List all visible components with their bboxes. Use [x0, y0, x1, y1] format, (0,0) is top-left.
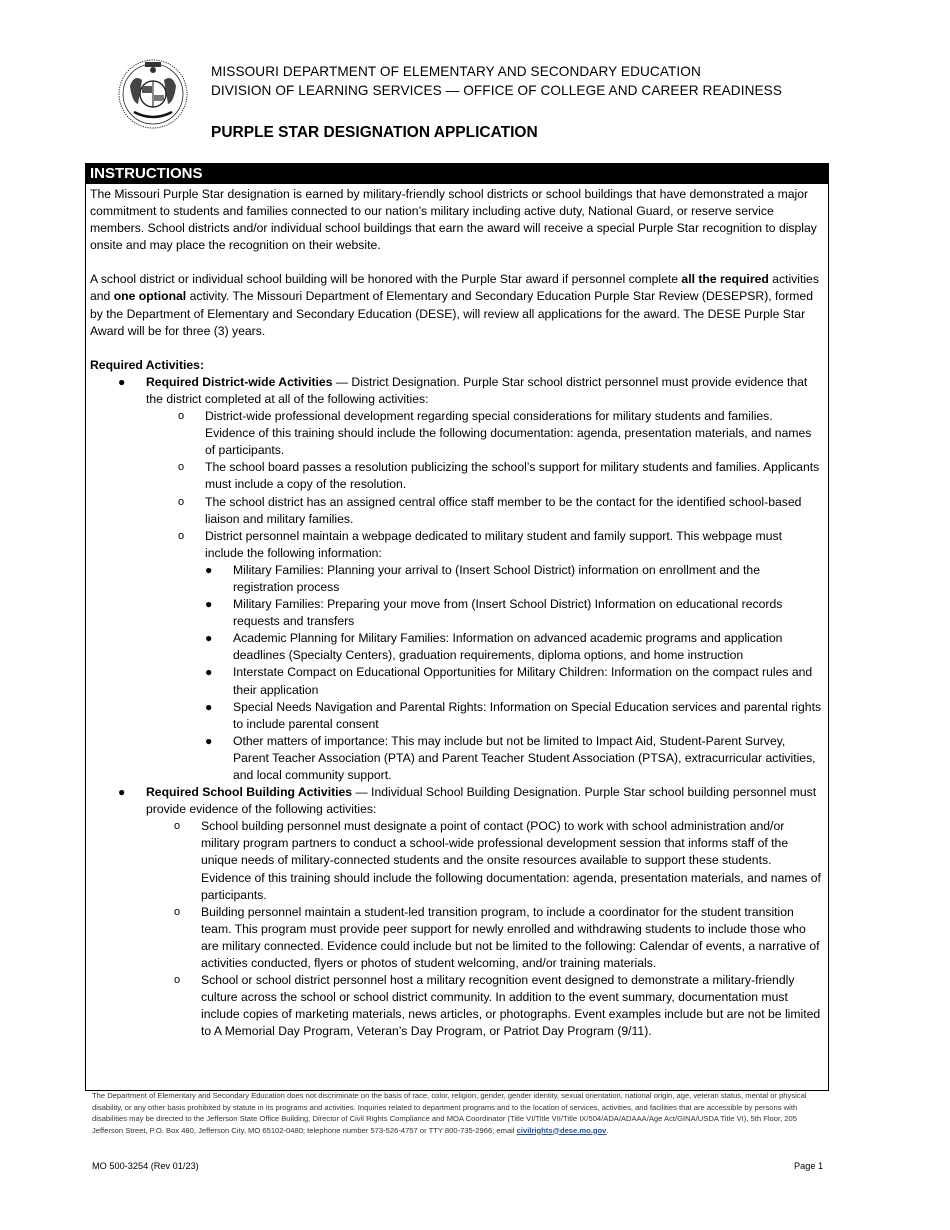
district-subitem	[90, 528, 822, 562]
circle-bullet-icon: o	[178, 495, 185, 508]
building-subitem-text: School building personnel must designate a point of contact (POC) to work with school administration and/or military program partners to conduct a school-wide professional development session that informs staff of the unique needs of military-connected students and the onsite resources available to support these students. Evidence of this training should include the following documentation: agenda, presentation materials, and names of participants.	[201, 819, 821, 902]
missouri-state-seal-icon	[116, 56, 190, 130]
bullet-icon: ●	[205, 665, 213, 680]
division-name: DIVISION OF LEARNING SERVICES — OFFICE OF COLLEGE AND CAREER READINESS	[211, 83, 783, 98]
civil-rights-email-link[interactable]: civilrights@dese.mo.gov	[516, 1125, 607, 1135]
intro-paragraph: The Missouri Purple Star designation is earned by military-friendly school districts or school buildings that have demonstrated a major commitment to students and families connected to our nation’s military including active duty, National Guard, or reserve service members. School districts and/or individual school buildings that earn the award will receive a special Purple Star recognition to display onsite and may place the recognition on their website.	[90, 187, 817, 253]
notice-end: .	[606, 1125, 609, 1135]
page-number: Page 1	[794, 1161, 824, 1171]
circle-bullet-icon: o	[178, 529, 185, 542]
circle-bullet-icon: o	[178, 410, 185, 423]
district-subitem-text: District personnel maintain a webpage dedicated to military student and family support. This webpage must include the following information:	[205, 528, 782, 560]
district-subitem-text: The school board passes a resolution publicizing the school’s support for military students and families. Applicants must include a copy of the resolution.	[205, 460, 820, 492]
criteria-bold-1: all the required	[681, 272, 769, 287]
building-activities-item	[90, 784, 822, 818]
building-subitem-text: Building personnel maintain a student-led transition program, to include a coordinator for the student transition team. This program must provide peer support for newly enrolled and withdrawing students to include those who are military connected. Evidence could include but not be limited to the following: Calendar of events, a narrative of activities conducted, flyers or photos of student welcoming, and/or training materials.	[201, 904, 820, 971]
circle-bullet-icon: o	[174, 974, 181, 987]
webpage-requirement-item	[90, 664, 822, 698]
instructions-heading: INSTRUCTIONS	[86, 164, 828, 184]
bullet-icon: ●	[205, 699, 213, 714]
award-criteria-paragraph	[90, 271, 822, 339]
bullet-icon: ●	[205, 733, 213, 748]
notice-text: The Department of Elementary and Secondary Education does not discriminate on the basis of race, color, religion, gender, gender identity, sexual orientation, national origin, age, veteran status, mental or physical disability, or any other basis prohibited by statute in its programs and activities. Inquiries related to department programs and to the location of services, activities, and facilities that are accessible by persons with disabilities may be directed to the Jefferson State Office Building, Director of Civil Rights Compliance and MOA Coordinator (Title VI/Title VII/Title IX/504/ADA/ADAAA/Age Act/GINA/USDA Title VI), 5th Floor, 205 Jefferson Street, P.O. Box 480, Jefferson City, MO 65102-0480; telephone number 573-526-4757 or TTY 800-735-2966; email	[92, 1091, 807, 1135]
building-label: Required School Building Activities	[146, 785, 353, 800]
district-label: Required District-wide Activities	[146, 374, 333, 389]
criteria-text-3: activity. The Missouri Department of Elementary and Secondary Education Purple Star Review (DESEPSR), formed by the Department of Elementary and Secondary Education (DESE), will review all applications for the award. The DESE Purple Star Award will be for three (3) years.	[90, 289, 813, 338]
building-subitem	[90, 818, 822, 903]
building-subitem	[90, 972, 822, 1040]
circle-bullet-icon: o	[174, 820, 181, 833]
webpage-requirement-item	[90, 733, 822, 784]
district-subitem-text: District-wide professional development regarding special considerations for military students and families. Evidence of this training should include the following documentation: agenda, presentation materials, and names of participants.	[205, 409, 812, 458]
webpage-requirement-item	[90, 699, 822, 733]
bullet-icon: ●	[205, 562, 213, 577]
webpage-requirement-item	[90, 630, 822, 664]
webpage-requirement-text: Special Needs Navigation and Parental Rights: Information on Special Education services and parental rights to include parental consent	[233, 699, 822, 731]
district-subitem	[90, 459, 822, 493]
bullet-icon: ●	[205, 597, 213, 612]
nondiscrimination-notice	[92, 1090, 812, 1136]
building-subitem-text: School or school district personnel host a military recognition event designed to demonstrate a military-friendly culture across the school or school district community. In addition to the event summary, documentation must include copies of marketing materials, news articles, or photographs. Event examples include but are not be limited to A Memorial Day Program, Veteran’s Day Program, or Patriot Day Program (9/11).	[201, 973, 821, 1039]
required-heading-text: Required Activities:	[90, 357, 205, 372]
circle-bullet-icon: o	[178, 461, 185, 474]
webpage-requirement-item	[90, 596, 822, 630]
district-activities-item	[90, 374, 822, 408]
form-number: MO 500-3254 (Rev 01/23)	[92, 1161, 199, 1171]
district-subitem	[90, 494, 822, 528]
instructions-section	[85, 163, 829, 1091]
department-name: MISSOURI DEPARTMENT OF ELEMENTARY AND SECONDARY EDUCATION	[211, 64, 701, 79]
required-activities-heading	[90, 357, 822, 374]
criteria-bold-2: one optional	[113, 289, 187, 304]
criteria-text-2: activities and	[90, 272, 819, 304]
district-text: — District Designation. Purple Star school district personnel must provide evidence that the district completed at all of the following activities:	[146, 374, 808, 406]
bullet-icon: ●	[118, 374, 126, 389]
page-title: PURPLE STAR DESIGNATION APPLICATION	[211, 124, 538, 141]
criteria-text-1: A school district or individual school building will be honored with the Purple Star award if personnel complete	[90, 272, 682, 287]
webpage-requirement-text: Interstate Compact on Educational Opportunities for Military Children: Information on the compact rules and their application	[233, 665, 813, 697]
instructions-content	[86, 184, 828, 1041]
bullet-icon: ●	[118, 785, 126, 800]
webpage-requirement-text: Academic Planning for Military Families: Information on advanced academic programs and application deadlines (Specialty Centers), graduation requirements, diploma options, and home instruction	[233, 631, 783, 663]
building-text: — Individual School Building Designation. Purple Star school building personnel must provide evidence of the following activities:	[146, 785, 817, 817]
building-subitem	[90, 904, 822, 972]
district-subitem	[90, 408, 822, 459]
webpage-requirement-text: Military Families: Preparing your move from (Insert School District) Information on educational records requests and transfers	[233, 597, 783, 629]
bullet-icon: ●	[205, 631, 213, 646]
webpage-requirement-item	[90, 562, 822, 596]
circle-bullet-icon: o	[174, 905, 181, 918]
webpage-requirement-text: Military Families: Planning your arrival to (Insert School District) information on enrollment and the registration process	[233, 562, 760, 594]
district-subitem-text: The school district has an assigned central office staff member to be the contact for the identified school-based liaison and military families.	[205, 494, 802, 526]
webpage-requirement-text: Other matters of importance: This may include but not be limited to Impact Aid, Student-Parent Survey, Parent Teacher Association (PTA) and Parent Teacher Student Association (PTSA), extracurricular activities, and local community support.	[233, 733, 816, 782]
